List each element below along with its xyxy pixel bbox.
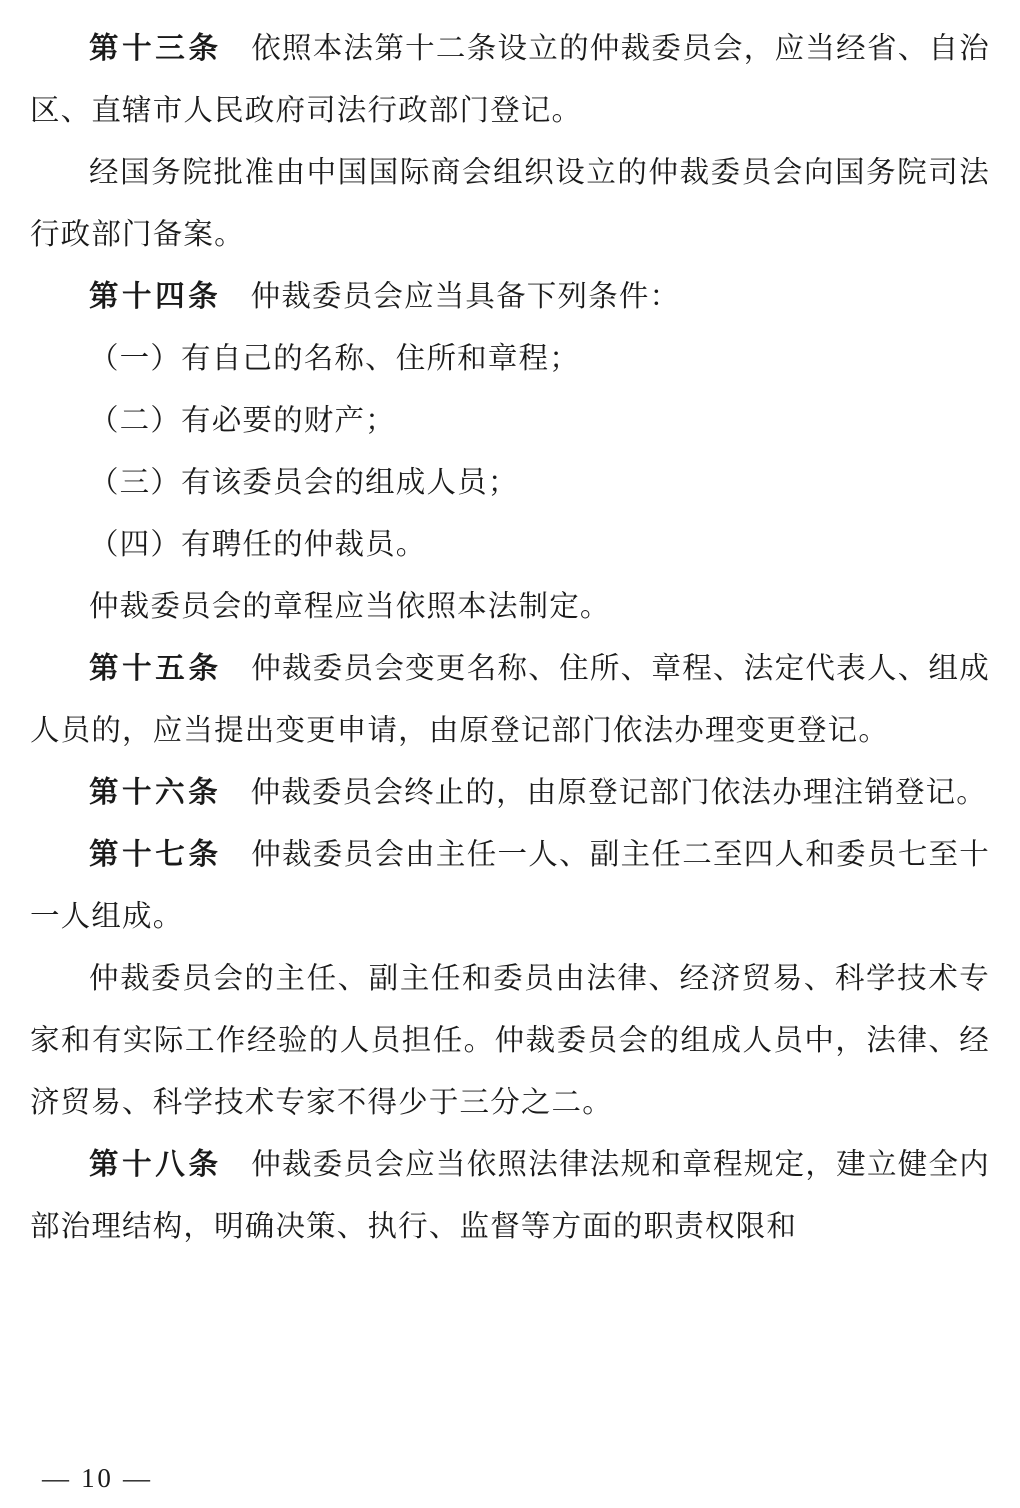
paragraph-text: 依照本法第十二条设立的仲裁委员会，应当经省、自治区、直辖市人民政府司法行政部门登记。	[30, 33, 990, 127]
paragraph-text: 仲裁委员会由主任一人、副主任二至四人和委员七至十一人组成。	[30, 839, 990, 933]
list-item-3	[30, 452, 990, 514]
article-label: 第十六条	[89, 777, 222, 809]
paragraph-text: 仲裁委员会应当依照法律法规和章程规定，建立健全内部治理结构，明确决策、执行、监督等方面的职责权限和	[30, 1149, 990, 1243]
paragraph-article-13-second	[30, 142, 990, 266]
list-item-4	[30, 514, 990, 576]
paragraph-article-14	[30, 266, 990, 328]
list-item-2	[30, 390, 990, 452]
page-number: — 10 —	[42, 1463, 153, 1493]
paragraph-article-16	[30, 762, 990, 824]
paragraph-text: 经国务院批准由中国国际商会组织设立的仲裁委员会向国务院司法行政部门备案。	[30, 157, 990, 251]
article-label: 第十七条	[89, 839, 222, 871]
paragraph-text: （二）有必要的财产；	[89, 405, 396, 437]
paragraph-article-14-closing	[30, 576, 990, 638]
paragraph-article-13	[30, 18, 990, 142]
paragraph-text: （三）有该委员会的组成人员；	[89, 467, 519, 499]
article-label: 第十四条	[89, 281, 222, 313]
paragraph-text: 仲裁委员会的章程应当依照本法制定。	[89, 591, 611, 623]
paragraph-text: 仲裁委员会变更名称、住所、章程、法定代表人、组成人员的，应当提出变更申请，由原登记部门依法办理变更登记。	[30, 653, 990, 747]
list-item-1	[30, 328, 990, 390]
paragraph-text: 仲裁委员会的主任、副主任和委员由法律、经济贸易、科学技术专家和有实际工作经验的人员担任。仲裁委员会的组成人员中，法律、经济贸易、科学技术专家不得少于三分之二。	[30, 963, 990, 1119]
paragraph-article-18	[30, 1134, 990, 1258]
paragraph-article-17-second	[30, 948, 990, 1134]
paragraph-text: （一）有自己的名称、住所和章程；	[89, 343, 580, 375]
article-label: 第十三条	[89, 33, 222, 65]
document-body	[30, 18, 990, 1258]
paragraph-text: 仲裁委员会应当具备下列条件：	[250, 281, 681, 313]
article-label: 第十五条	[89, 653, 222, 685]
paragraph-article-17	[30, 824, 990, 948]
paragraph-text: （四）有聘任的仲裁员。	[89, 529, 427, 561]
article-label: 第十八条	[89, 1149, 222, 1181]
paragraph-article-15	[30, 638, 990, 762]
paragraph-text: 仲裁委员会终止的，由原登记部门依法办理注销登记。	[250, 777, 987, 809]
